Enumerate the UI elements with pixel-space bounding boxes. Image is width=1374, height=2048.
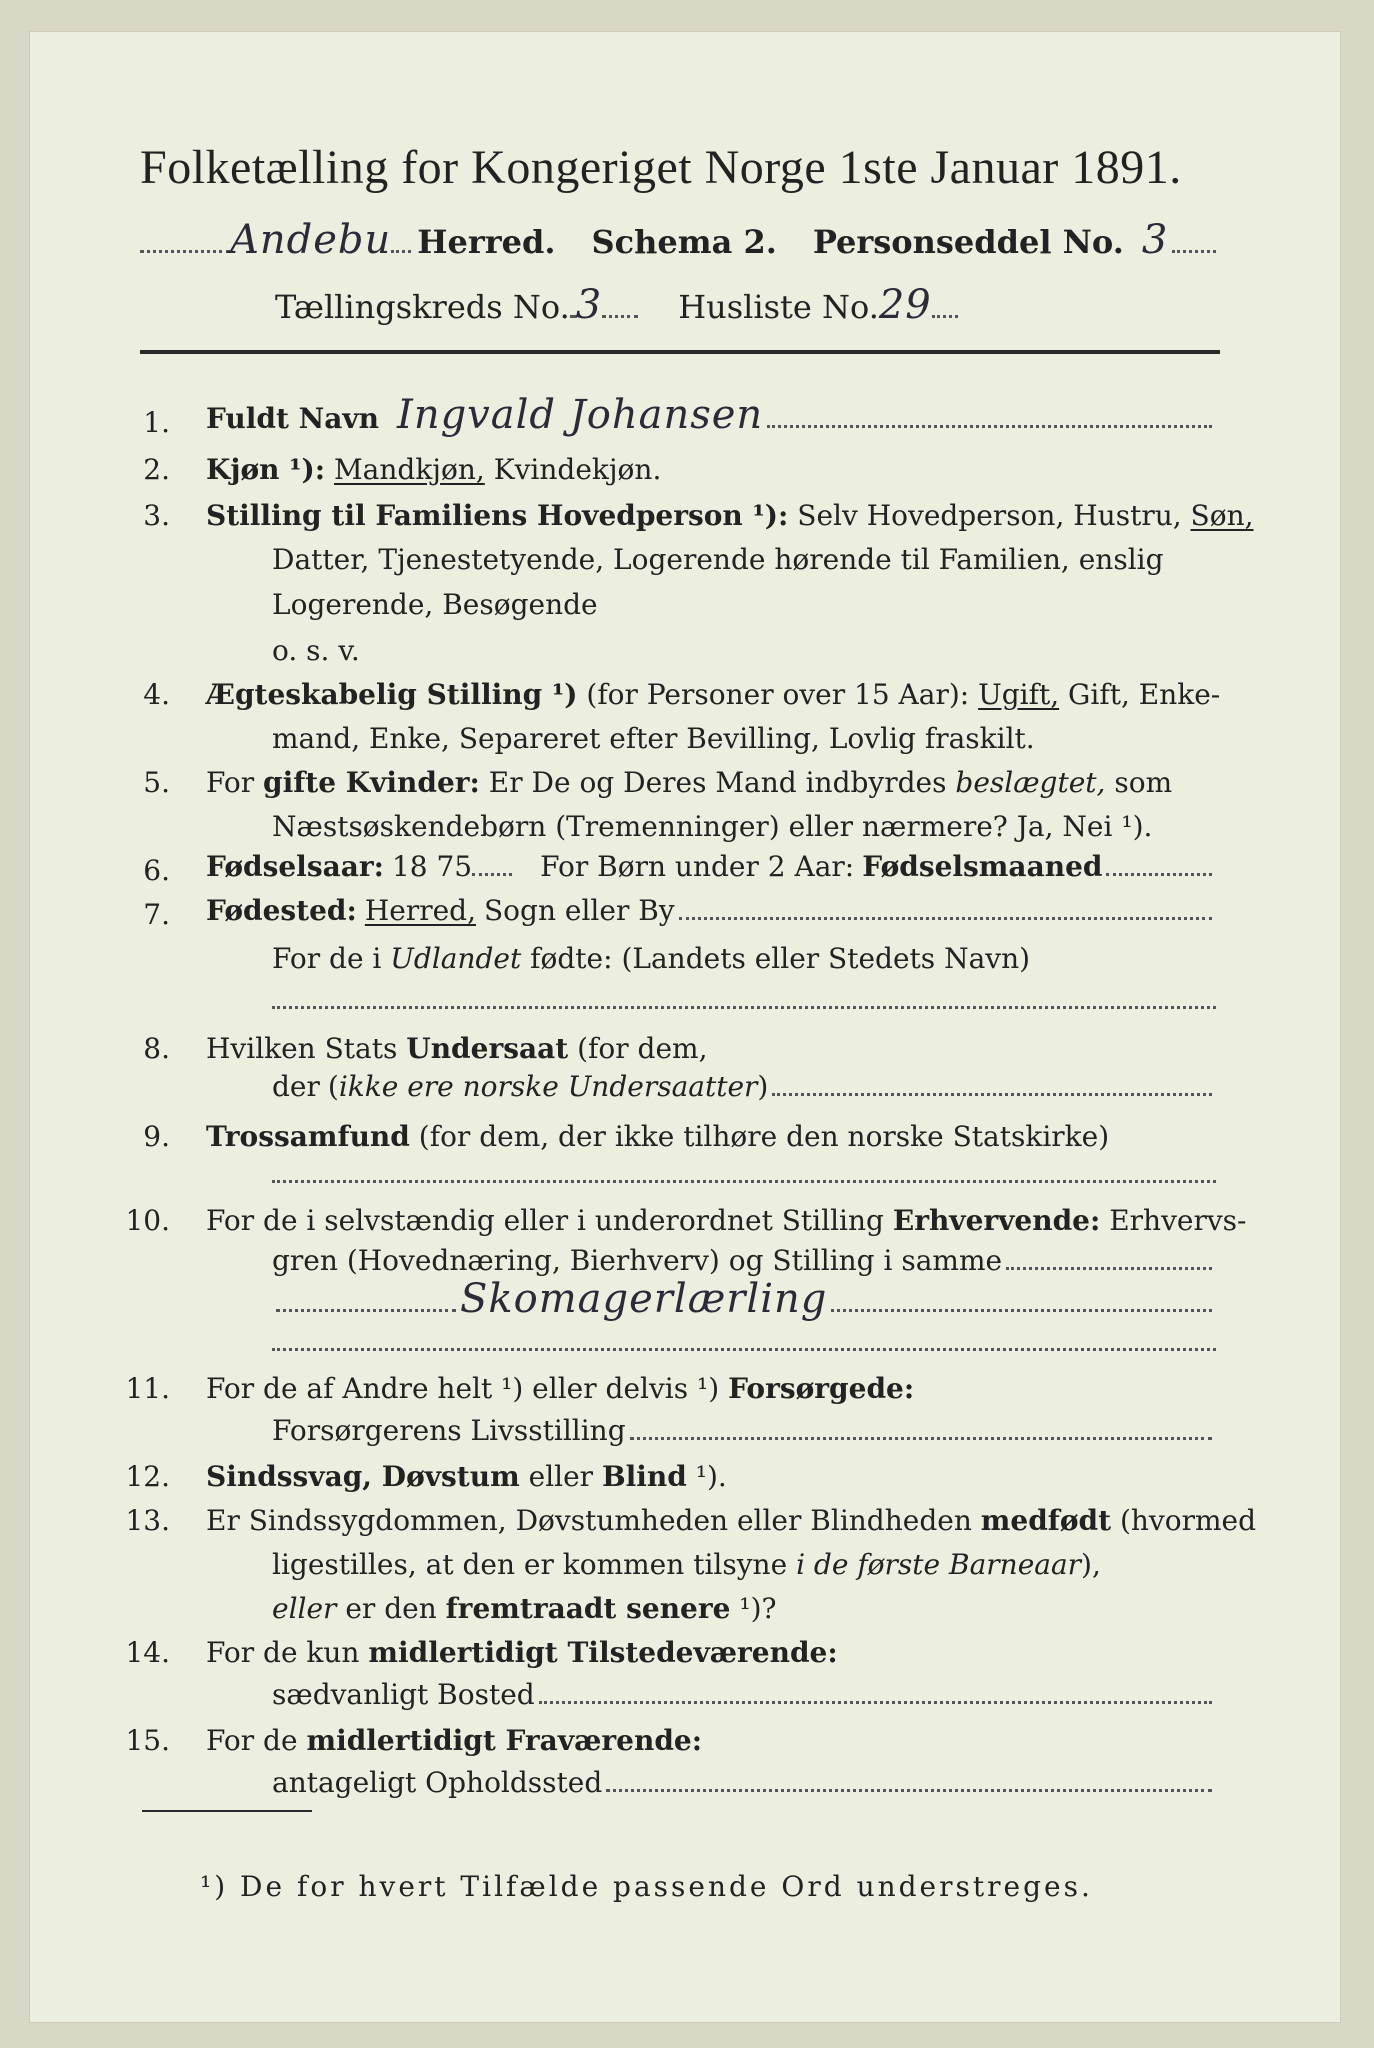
q10-line2: gren (Hovednæring, Bierhverv) og Stilling i samme xyxy=(272,1244,1216,1277)
q10-answer-row xyxy=(272,1276,1216,1322)
q7-herred[interactable]: Herred, xyxy=(364,894,476,927)
personseddel-value[interactable]: 3 xyxy=(1141,217,1169,263)
q4-line2: mand, Enke, Separeret efter Bevilling, Lovlig fraskilt. xyxy=(272,722,1035,755)
header-rule xyxy=(140,350,1220,354)
q8-line2: der ( ikke ere norske Undersaatter ) xyxy=(272,1070,1216,1103)
q9-number: 9. xyxy=(143,1120,170,1153)
kreds-row xyxy=(275,282,958,328)
schema-label: Schema 2. xyxy=(591,223,777,261)
q15-number: 15. xyxy=(125,1724,170,1757)
q13-row: Er Sindssygdommen, Døvstumheden eller Blindheden medfødt (hvormed xyxy=(206,1504,1256,1537)
q1-value[interactable]: Ingvald Johansen xyxy=(397,392,764,438)
q1-row xyxy=(206,392,1216,438)
q2-number: 2. xyxy=(143,453,170,486)
q7-number: 7. xyxy=(143,898,170,931)
q12-number: 12. xyxy=(125,1460,170,1493)
q4-ugift[interactable]: Ugift, xyxy=(978,678,1060,711)
q14-number: 14. xyxy=(125,1636,170,1669)
q3-line2: Datter, Tjenestetyende, Logerende hørende til Familien, enslig xyxy=(272,543,1164,576)
q6-birthyear[interactable]: 18 75 xyxy=(391,850,473,883)
q1-label: Fuldt Navn xyxy=(206,402,380,435)
q3-number: 3. xyxy=(143,499,170,532)
kreds-label: Tællingskreds No. xyxy=(275,288,570,326)
q13-number: 13. xyxy=(125,1504,170,1537)
husliste-value[interactable]: 29 xyxy=(878,282,932,328)
q10-number: 10. xyxy=(125,1204,170,1237)
husliste-label: Husliste No. xyxy=(678,288,879,326)
q10-value[interactable]: Skomagerlærling xyxy=(460,1276,828,1322)
q11-row: For de af Andre helt ¹) eller delvis ¹) Forsørgede: xyxy=(206,1372,915,1405)
q10-answer-line2[interactable] xyxy=(272,1348,1216,1351)
q9-answer-line[interactable] xyxy=(272,1180,1216,1183)
q8-row: Hvilken Stats Undersaat (for dem, xyxy=(206,1032,708,1065)
q2-row: Kjøn ¹): Mandkjøn, Kvindekjøn. xyxy=(206,453,662,486)
footnote-rule xyxy=(142,1810,312,1812)
q14-line2: sædvanligt Bosted xyxy=(272,1678,1216,1711)
q7-answer-line[interactable] xyxy=(272,1006,1216,1009)
q7-line2: For de i Udlandet fødte: (Landets eller Stedets Navn) xyxy=(272,942,1031,975)
q3-line3: Logerende, Besøgende xyxy=(272,588,598,621)
personseddel-label: Personseddel No. xyxy=(812,223,1124,261)
q11-number: 11. xyxy=(125,1372,170,1405)
q3-line4: o. s. v. xyxy=(272,634,360,667)
q4-row: Ægteskabelig Stilling ¹) (for Personer over 15 Aar): Ugift, Gift, Enke- xyxy=(206,678,1221,711)
q4-number: 4. xyxy=(143,678,170,711)
q6-number: 6. xyxy=(143,854,170,887)
q6-row: Fødselsaar: 18 75 For Børn under 2 Aar: Fødselsmaaned xyxy=(206,850,1216,883)
q10-row: For de i selvstændig eller i underordnet Stilling Erhvervende: Erhvervs- xyxy=(206,1204,1247,1237)
q13-line3: eller er den fremtraadt senere ¹)? xyxy=(272,1592,777,1625)
herred-row xyxy=(140,217,1220,263)
q1-number: 1. xyxy=(143,406,170,439)
q15-line2: antageligt Opholdssted xyxy=(272,1766,1216,1799)
q5-number: 5. xyxy=(143,766,170,799)
q13-line2: ligestilles, at den er kommen tilsyne i de første Barneaar), xyxy=(272,1548,1101,1581)
census-form-sheet xyxy=(30,32,1340,2022)
q2-kvindekjon[interactable]: Kvindekjøn. xyxy=(493,453,662,486)
herred-value[interactable]: Andebu xyxy=(230,217,392,263)
q8-number: 8. xyxy=(143,1032,170,1065)
herred-label: Herred. xyxy=(417,223,556,261)
q11-line2: Forsørgerens Livsstilling xyxy=(272,1414,1216,1447)
footnote: ¹) De for hvert Tilfælde passende Ord understreges. xyxy=(200,1870,1093,1903)
kreds-value[interactable]: 3 xyxy=(575,282,603,328)
q12-row: Sindssvag, Døvstum eller Blind ¹). xyxy=(206,1460,727,1493)
q2-mandkjon[interactable]: Mandkjøn, xyxy=(334,453,485,486)
q7-row: Fødested: Herred, Sogn eller By xyxy=(206,894,1216,927)
q5-row: For gifte Kvinder: Er De og Deres Mand indbyrdes beslægtet, som xyxy=(206,766,1173,799)
q9-row: Trossamfund (for dem, der ikke tilhøre den norske Statskirke) xyxy=(206,1120,1110,1153)
q3-son[interactable]: Søn, xyxy=(1190,499,1254,532)
q5-line2: Næstsøskendebørn (Tremenninger) eller nærmere? Ja, Nei ¹). xyxy=(272,810,1153,843)
q14-row: For de kun midlertidigt Tilstedeværende: xyxy=(206,1636,838,1669)
form-title: Folketælling for Kongeriget Norge 1ste Januar 1891. xyxy=(140,141,1182,194)
q3-row: Stilling til Familiens Hovedperson ¹): Selv Hovedperson, Hustru, Søn, xyxy=(206,499,1254,532)
q15-row: For de midlertidigt Fraværende: xyxy=(206,1724,703,1757)
